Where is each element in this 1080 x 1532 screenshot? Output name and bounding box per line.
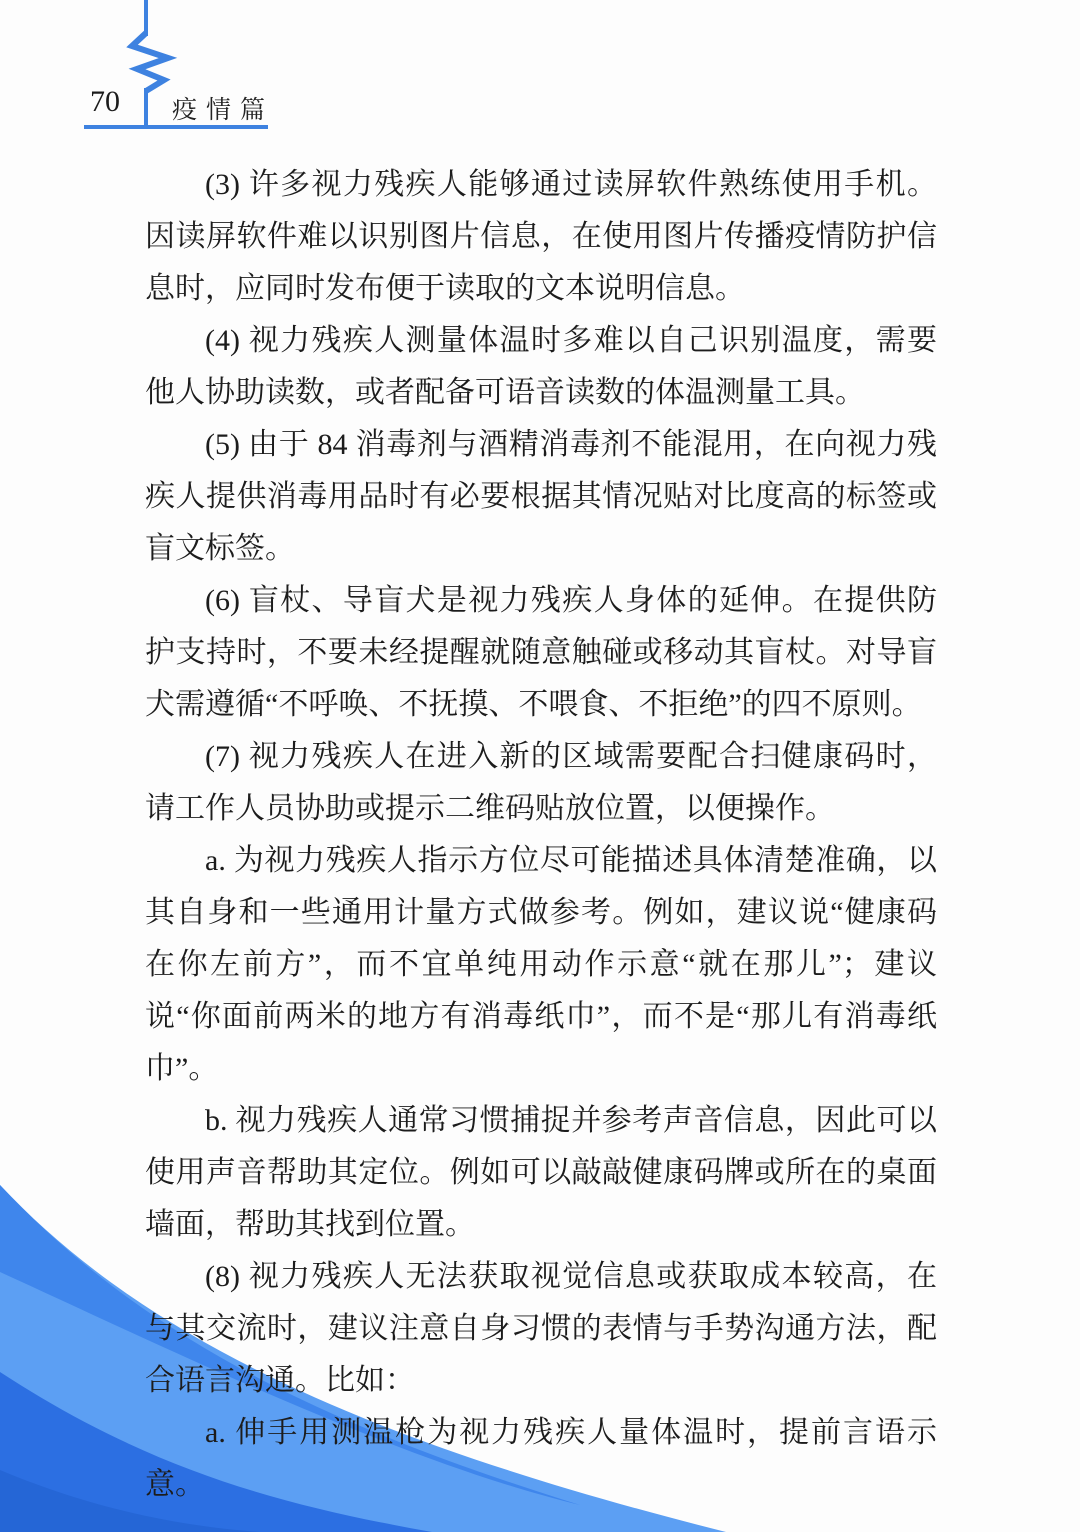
zigzag-icon xyxy=(132,33,168,91)
paragraph-8: (8) 视力残疾人无法获取视觉信息或获取成本较高，在与其交流时，建议注意自身习惯的表情与手势沟通方法，配合语言沟通。比如： xyxy=(145,1260,937,1397)
section-title: 疫情篇 xyxy=(172,97,275,124)
paragraph-7b: b. 视力残疾人通常习惯捕捉并参考声音信息，因此可以使用声音帮助其定位。例如可以敲敲健康码牌或所在的桌面墙面，帮助其找到位置。 xyxy=(145,1104,937,1241)
paragraph-7a: a. 为视力残疾人指示方位尽可能描述具体清楚准确，以其自身和一些通用计量方式做参考。例如，建议说“健康码在你左前方”，而不宜单纯用动作示意“就在那儿”；建议说“你面前两米的地方有消毒纸巾”，而不是“那儿有消毒纸巾”。 xyxy=(145,844,937,1085)
paragraph-6: (6) 盲杖、导盲犬是视力残疾人身体的延伸。在提供防护支持时，不要未经提醒就随意触碰或移动其盲杖。对导盲犬需遵循“不呼唤、不抚摸、不喂食、不拒绝”的四不原则。 xyxy=(145,584,937,721)
paragraph-4: (4) 视力残疾人测量体温时多难以自己识别温度，需要他人协助读数，或者配备可语音读数的体温测量工具。 xyxy=(145,324,937,409)
paragraph-5: (5) 由于 84 消毒剂与酒精消毒剂不能混用，在向视力残疾人提供消毒用品时有必要根据其情况贴对比度高的标签或盲文标签。 xyxy=(145,428,937,565)
paragraph-3: (3) 许多视力残疾人能够通过读屏软件熟练使用手机。因读屏软件难以识别图片信息，在使用图片传播疫情防护信息时，应同时发布便于读取的文本说明信息。 xyxy=(145,168,937,305)
body-text xyxy=(145,159,937,1511)
paragraph-7: (7) 视力残疾人在进入新的区域需要配合扫健康码时，请工作人员协助或提示二维码贴放位置，以便操作。 xyxy=(145,740,937,825)
page-number: 70 xyxy=(90,85,120,118)
paragraph-8a: a. 伸手用测温枪为视力残疾人量体温时，提前言语示意。 xyxy=(145,1416,937,1501)
